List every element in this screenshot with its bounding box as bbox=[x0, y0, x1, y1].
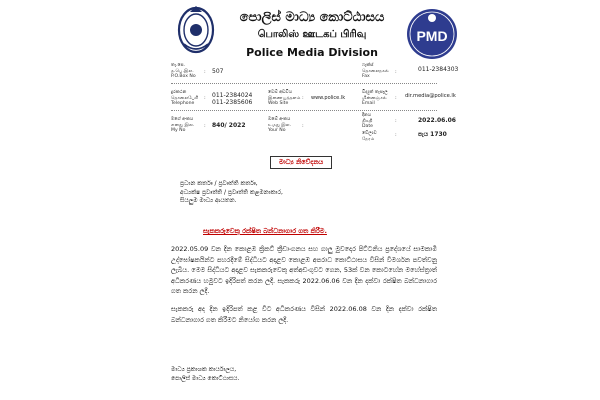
fax-label: ෆැක්ස් தொலைநகல் Fax bbox=[362, 63, 389, 80]
media-notice-title: මාධ්‍ය නිවේදනය bbox=[270, 156, 332, 169]
email-label: විද්‍යුත් තැපෑල மின்னஞ்சல் Email bbox=[362, 90, 388, 107]
my-no-label: මගේ අංකය எனது இல. My No bbox=[171, 117, 195, 134]
divider bbox=[171, 110, 437, 111]
police-emblem-icon bbox=[176, 4, 216, 56]
pmd-logo-text: PMD bbox=[416, 28, 448, 44]
title-english: Police Media Division bbox=[246, 46, 378, 59]
title-sinhala: පොලිස් මාධ්‍ය කොට්ඨාසය bbox=[239, 10, 385, 25]
my-no-value: 840/ 2022 bbox=[212, 122, 246, 129]
pmd-logo-icon bbox=[406, 8, 458, 60]
telephone-label: දුරකථන தொலைபேசி Telephone bbox=[171, 90, 199, 107]
po-box-label: තැ.පෙ. த.பெ.இல. P.O.Box No bbox=[171, 63, 196, 80]
recipient-line: සියලුම මාධ්‍ය ආයතන. bbox=[180, 197, 237, 205]
signature-line: පොලිස් මාධ්‍ය කොට්ඨාසය. bbox=[171, 375, 240, 382]
fax-value: 011-2384303 bbox=[418, 66, 459, 73]
date-label: දිනය திகதி Date bbox=[362, 113, 373, 130]
title-tamil: பொலிஸ் ஊடகப் பிரிவு bbox=[257, 29, 367, 40]
po-box-value: 507 bbox=[212, 68, 224, 75]
signature-block bbox=[171, 365, 239, 383]
signature-line: මාධ්‍ය ප්‍රකාශක කාර්යාලය, bbox=[171, 366, 237, 373]
recipient-line: ප්‍රධාන කර්තෘ / ප්‍රවෘත්ති කර්තෘ, bbox=[180, 180, 258, 187]
recipient-line: අධ්‍යක්ෂ ප්‍රවෘත්ති / ප්‍රවෘත්ති කළමනාකාර, bbox=[180, 188, 283, 196]
time-value: පැය 1730 bbox=[418, 131, 447, 138]
body-paragraph: 2022.05.09 වන දින කොළඹ ක්‍රිකට් ක්‍රීඩාංගනය සහ ගාලු මුවදොර පිට්ටනිය ප්‍රදේශයේ සාමකාමී උද්ඝෝෂකයින්ට පහරදීමේ සිද්ධියට අදාළව කොළඹ අපරාධ කොට්ඨාසය විසින් විමර්ශන පවත්වනු ලැබීය. මෙම සිද්ධියට අදාළව සැකකරුවෙකු අත්අඩංගුවට ගෙන, 53ක් වන කොටහේන මහේස්ත්‍රාත් අධිකරණය හමුවට ඉදිරිපත් කරන ලදී. සැකකරු 2022.06.06 වන දින දක්වා රක්ෂිත බන්ධනාගාර ගත කරන ලදී. bbox=[171, 245, 437, 296]
subject-heading: සැකකරුවෙකු රක්ෂිත බන්ධනාගාර ගත කිරීම. bbox=[203, 227, 327, 235]
telephone-value: 011-2384024 011-2385606 bbox=[212, 92, 253, 106]
website-link[interactable]: www.police.lk bbox=[311, 95, 346, 101]
recipients-block bbox=[180, 180, 283, 206]
time-label: වේලාව நேரம் bbox=[362, 131, 377, 142]
website-label: වෙබ් අඩවිය இணையத்தளம் Web Site bbox=[268, 90, 301, 107]
divider bbox=[171, 83, 437, 84]
body-paragraph: සැකකරු අද දින ඉදිරිපත් කළ විට අධිකරණය විසින් 2022.06.08 වන දින දක්වා රක්ෂිත බන්ධනාගාර ගත කිරීමට නියෝග කරන ලදී. bbox=[171, 305, 437, 324]
your-no-label: ඔබේ අංකය உமது இல. Your No bbox=[268, 117, 292, 134]
date-value: 2022.06.06 bbox=[418, 117, 456, 124]
email-link[interactable]: dir.media@police.lk bbox=[405, 93, 456, 99]
